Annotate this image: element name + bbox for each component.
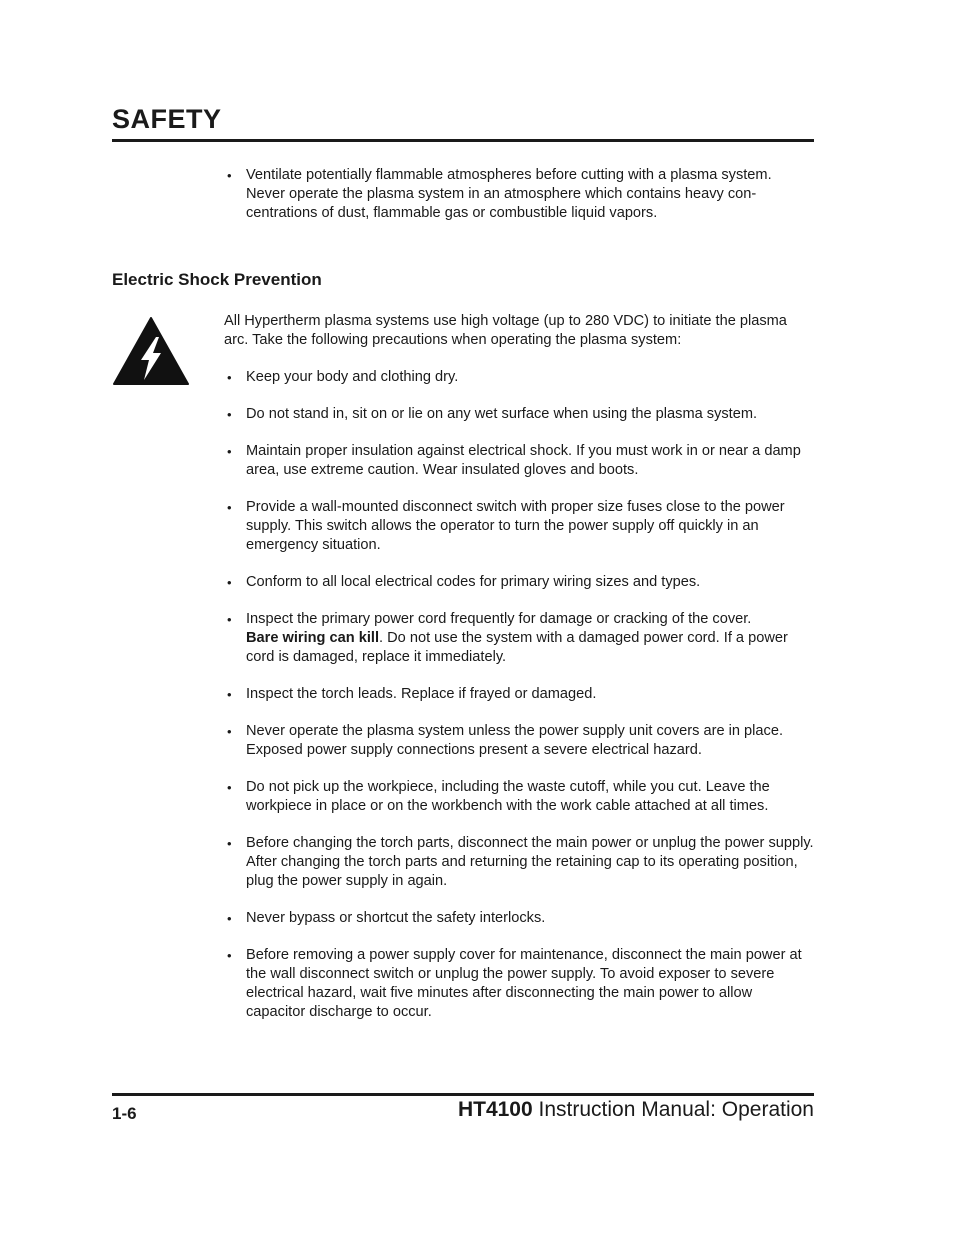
list-item: • Maintain proper insulation against electrical shock. If you must work in or near a damp area, use extreme caution. Wear insulated gloves and boots. <box>224 442 814 480</box>
list-item: • Conform to all local electrical codes for primary wiring sizes and types. <box>224 573 814 592</box>
footer-rule <box>112 1093 814 1096</box>
list-item: • Before changing the torch parts, disconnect the main power or unplug the power supply. After changing the torch parts and returning the retaining cap to its operating position, plug the power supply in again. <box>224 834 814 891</box>
model-name: HT4100 <box>457 1098 533 1121</box>
ventilation-bullet-list <box>224 166 814 223</box>
list-item: • Never bypass or shortcut the safety interlocks. <box>224 909 814 928</box>
footer-manual-title <box>458 1098 814 1122</box>
list-item: • Provide a wall-mounted disconnect switch with proper size fuses close to the power supply. This switch allows the operator to turn the power supply off quickly in an emergency situation. <box>224 498 814 555</box>
list-item: • Ventilate potentially flammable atmospheres before cutting with a plasma system. Never operate the plasma system in an atmosphere which contains heavy con-centrations of dust, flammable gas or combustible liquid vapors. <box>224 166 814 223</box>
section-intro: All Hypertherm plasma systems use high voltage (up to 280 VDC) to initiate the plasma arc. Take the following precautions when operating the plasma system: <box>224 313 787 348</box>
list-item <box>224 610 814 667</box>
list-item: • Do not stand in, sit on or lie on any wet surface when using the plasma system. <box>224 405 814 424</box>
list-item: • Before removing a power supply cover for maintenance, disconnect the main power at the wall disconnect switch or unplug the power supply. To avoid exposer to severe electrical hazard, wait five minutes after disconnecting the main power to allow capacitor discharge to occur. <box>224 946 814 1022</box>
list-item-text: . Do not use the system with a damaged power cord. If a power cord is damaged, replace it immediately. <box>246 630 788 665</box>
list-item: • Inspect the torch leads. Replace if frayed or damaged. <box>224 685 814 704</box>
manual-title-text: Instruction Manual: Operation <box>532 1098 814 1121</box>
header-rule <box>112 139 814 142</box>
list-item: • Do not pick up the workpiece, including the waste cutoff, while you cut. Leave the workpiece in place or on the workbench with the work cable attached at all times. <box>224 778 814 816</box>
emphasis-text: Bare wiring can kill <box>246 630 380 646</box>
electric-shock-warning-icon <box>112 316 190 386</box>
page-header-title: SAFETY <box>112 104 222 134</box>
section-heading: Electric Shock Prevention <box>112 270 322 289</box>
list-item-text: Inspect the primary power cord frequently for damage or cracking of the cover. <box>246 611 752 627</box>
page-number: 1-6 <box>112 1104 137 1123</box>
precautions-list <box>224 368 814 1022</box>
list-item: • Keep your body and clothing dry. <box>224 368 814 387</box>
list-item: • Never operate the plasma system unless the power supply unit covers are in place. Exposed power supply connections present a severe electrical hazard. <box>224 722 814 760</box>
